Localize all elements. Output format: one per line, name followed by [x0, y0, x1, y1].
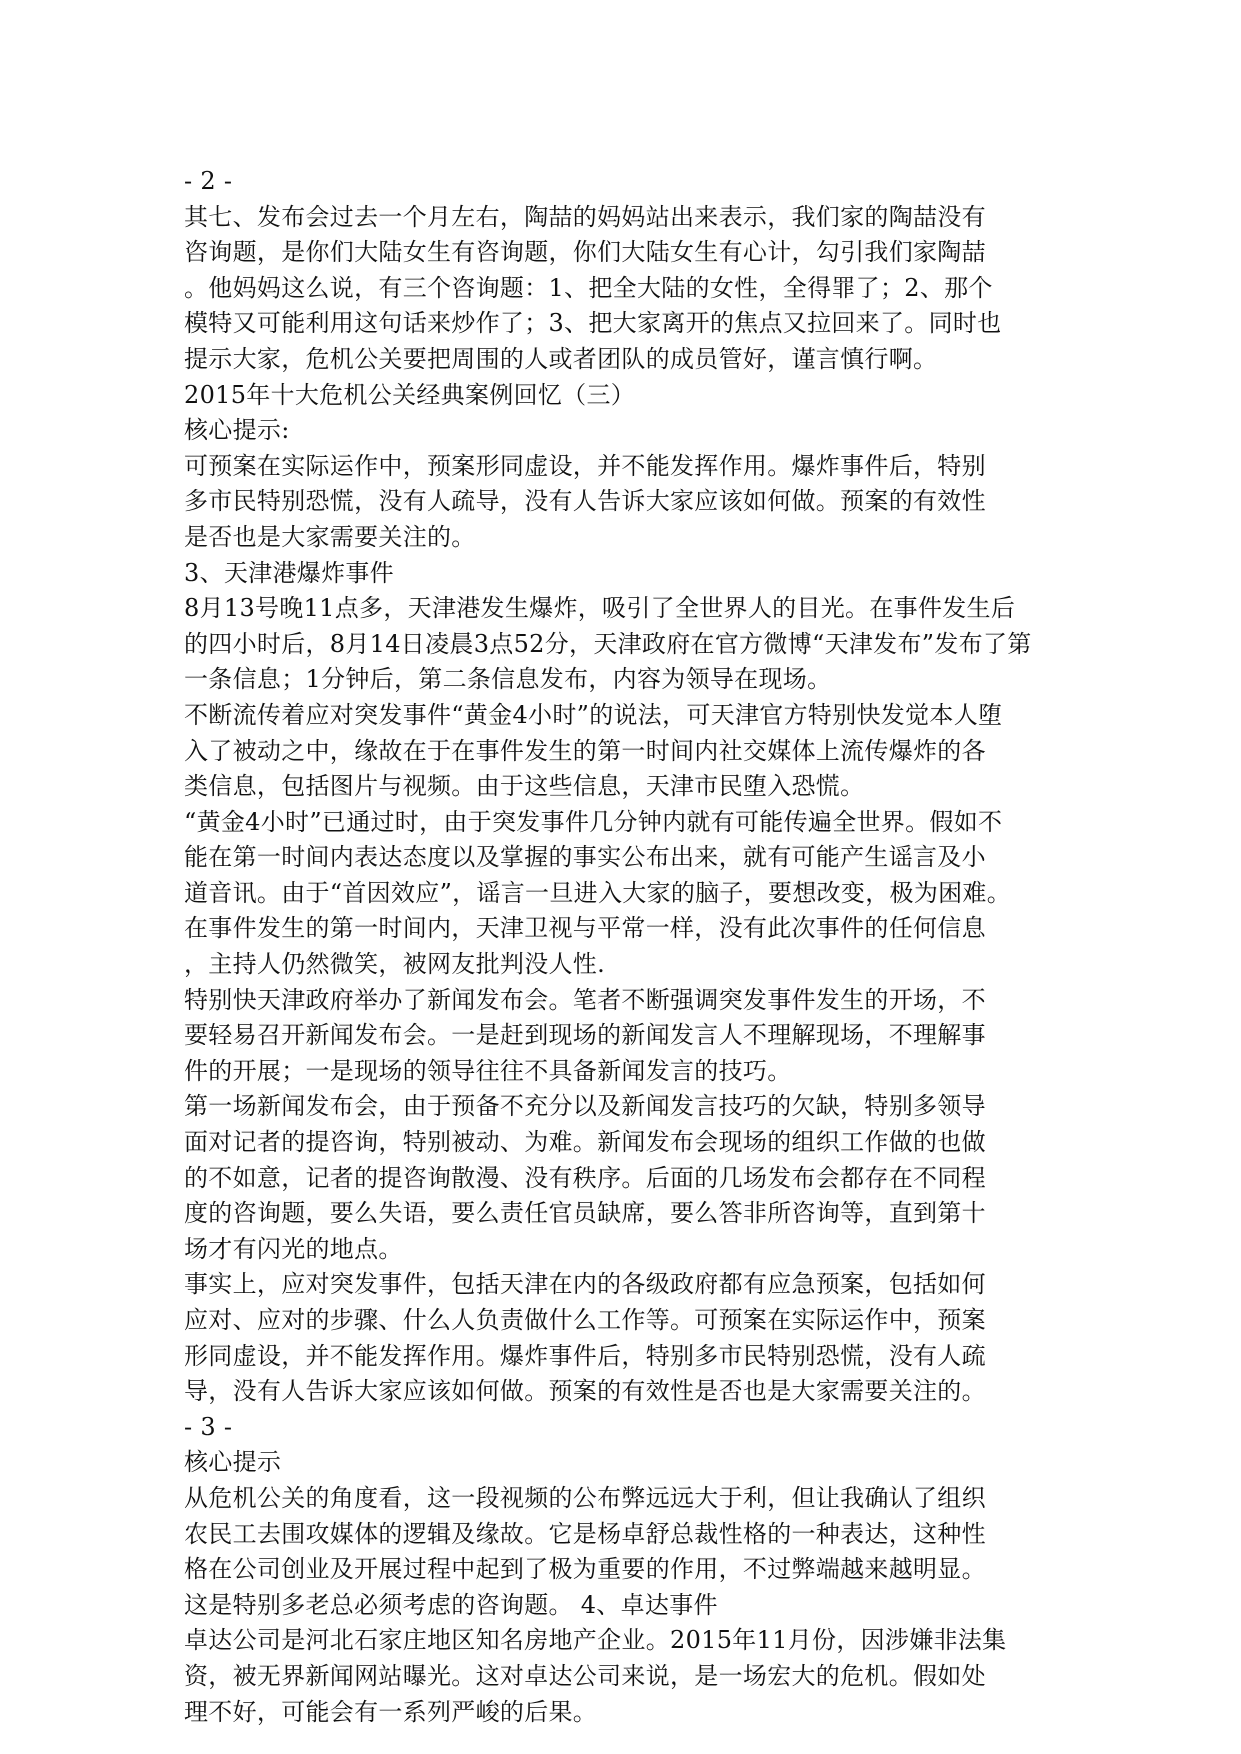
page-number: - 2 - [184, 167, 233, 195]
text-line: 入了被动之中，缘故在于在事件发生的第一时间内社交媒体上流传爆炸的各 [184, 736, 986, 765]
text-line: 的四小时后，8月14日凌晨3点52分，天津政府在官方微博“天津发布”发布了第 [184, 629, 1032, 658]
text-line: 类信息，包括图片与视频。由于这些信息，天津市民堕入恐慌。 [184, 772, 865, 801]
text-line: 模特又可能利用这句话来炒作了；3、把大家离开的焦点又拉回来了。同时也 [184, 309, 1002, 338]
text-line: 导，没有人告诉大家应该如何做。预案的有效性是否也是大家需要关注的。 [184, 1377, 986, 1406]
section-heading: 3、天津港爆炸事件 [184, 558, 394, 587]
text-line: 特别快天津政府举办了新闻发布会。笔者不断强调突发事件发生的开场，不 [184, 985, 986, 1014]
text-line: 的不如意，记者的提咨询散漫、没有秩序。后面的几场发布会都存在不同程 [184, 1163, 986, 1192]
text-line: 。他妈妈这么说，有三个咨询题：1、把全大陆的女性，全得罪了；2、那个 [184, 273, 993, 302]
page-number: - 3 - [184, 1412, 233, 1441]
text-line: ，主持人仍然微笑，被网友批判没人性. [184, 950, 606, 979]
text-line: 面对记者的提咨询，特别被动、为难。新闻发布会现场的组织工作做的也做 [184, 1128, 986, 1157]
text-line: 应对、应对的步骤、什么人负责做什么工作等。可预案在实际运作中，预案 [184, 1306, 986, 1334]
text-line: 能在第一时间内表达态度以及掌握的事实公布出来，就有可能产生谣言及小 [184, 843, 986, 872]
text-line: 场才有闪光的地点。 [184, 1234, 403, 1263]
text-line: 在事件发生的第一时间内，天津卫视与平常一样，没有此次事件的任何信息 [184, 914, 986, 943]
document-page [184, 164, 1064, 1730]
text-line: 多市民特别恐慌，没有人疏导，没有人告诉大家应该如何做。预案的有效性 [184, 487, 986, 516]
text-line: 理不好，可能会有一系列严峻的后果。 [184, 1697, 598, 1726]
text-line: 农民工去围攻媒体的逻辑及缘故。它是杨卓舒总裁性格的一种表达，这种性 [184, 1519, 986, 1548]
section-heading: 核心提示: [184, 416, 290, 445]
text-line: 道音讯。由于“首因效应”，谣言一旦进入大家的脑子，要想改变，极为困难。 [184, 878, 1012, 907]
text-line: “黄金4小时”已通过时，由于突发事件几分钟内就有可能传遍全世界。假如不 [184, 807, 1003, 836]
text-line: 要轻易召开新闻发布会。一是赶到现场的新闻发言人不理解现场，不理解事 [184, 1021, 986, 1050]
text-line: 件的开展；一是现场的领导往往不具备新闻发言的技巧。 [184, 1056, 792, 1085]
text-line: 第一场新闻发布会，由于预备不充分以及新闻发言技巧的欠缺，特别多领导 [184, 1092, 986, 1121]
text-line: 是否也是大家需要关注的。 [184, 522, 476, 551]
section-heading: 核心提示 [184, 1448, 282, 1477]
text-line: 事实上，应对突发事件，包括天津在内的各级政府都有应急预案，包括如何 [184, 1270, 986, 1299]
text-line: 8月13号晚11点多，天津港发生爆炸，吸引了全世界人的目光。在事件发生后 [184, 594, 1016, 623]
text-line: 一条信息；1分钟后，第二条信息发布，内容为领导在现场。 [184, 665, 832, 694]
text-line: 资，被无界新闻网站曝光。这对卓达公司来说，是一场宏大的危机。假如处 [184, 1661, 986, 1690]
text-line: 这是特别多老总必须考虑的咨询题。 4、卓达事件 [184, 1590, 718, 1619]
text-line: 其七、发布会过去一个月左右，陶喆的妈妈站出来表示，我们家的陶喆没有 [184, 202, 986, 231]
text-line: 从危机公关的角度看，这一段视频的公布弊远远大于利，但让我确认了组织 [184, 1483, 986, 1512]
text-line: 不断流传着应对突发事件“黄金4小时”的说法，可天津官方特别快发觉本人堕 [184, 700, 1003, 729]
text-line: 可预案在实际运作中，预案形同虚设，并不能发挥作用。爆炸事件后，特别 [184, 451, 986, 480]
text-line: 度的咨询题，要么失语，要么责任官员缺席，要么答非所咨询等，直到第十 [184, 1199, 986, 1228]
text-line: 咨询题，是你们大陆女生有咨询题，你们大陆女生有心计，勾引我们家陶喆 [184, 238, 986, 267]
text-line: 格在公司创业及开展过程中起到了极为重要的作用，不过弊端越来越明显。 [184, 1555, 986, 1584]
text-line: 卓达公司是河北石家庄地区知名房地产企业。2015年11月份，因涉嫌非法集 [184, 1626, 1007, 1655]
text-line: 形同虚设，并不能发挥作用。爆炸事件后，特别多市民特别恐慌，没有人疏 [184, 1341, 986, 1370]
section-title: 2015年十大危机公关经典案例回忆（三） [184, 380, 636, 409]
text-line: 提示大家，危机公关要把周围的人或者团队的成员管好，谨言慎行啊。 [184, 344, 938, 373]
